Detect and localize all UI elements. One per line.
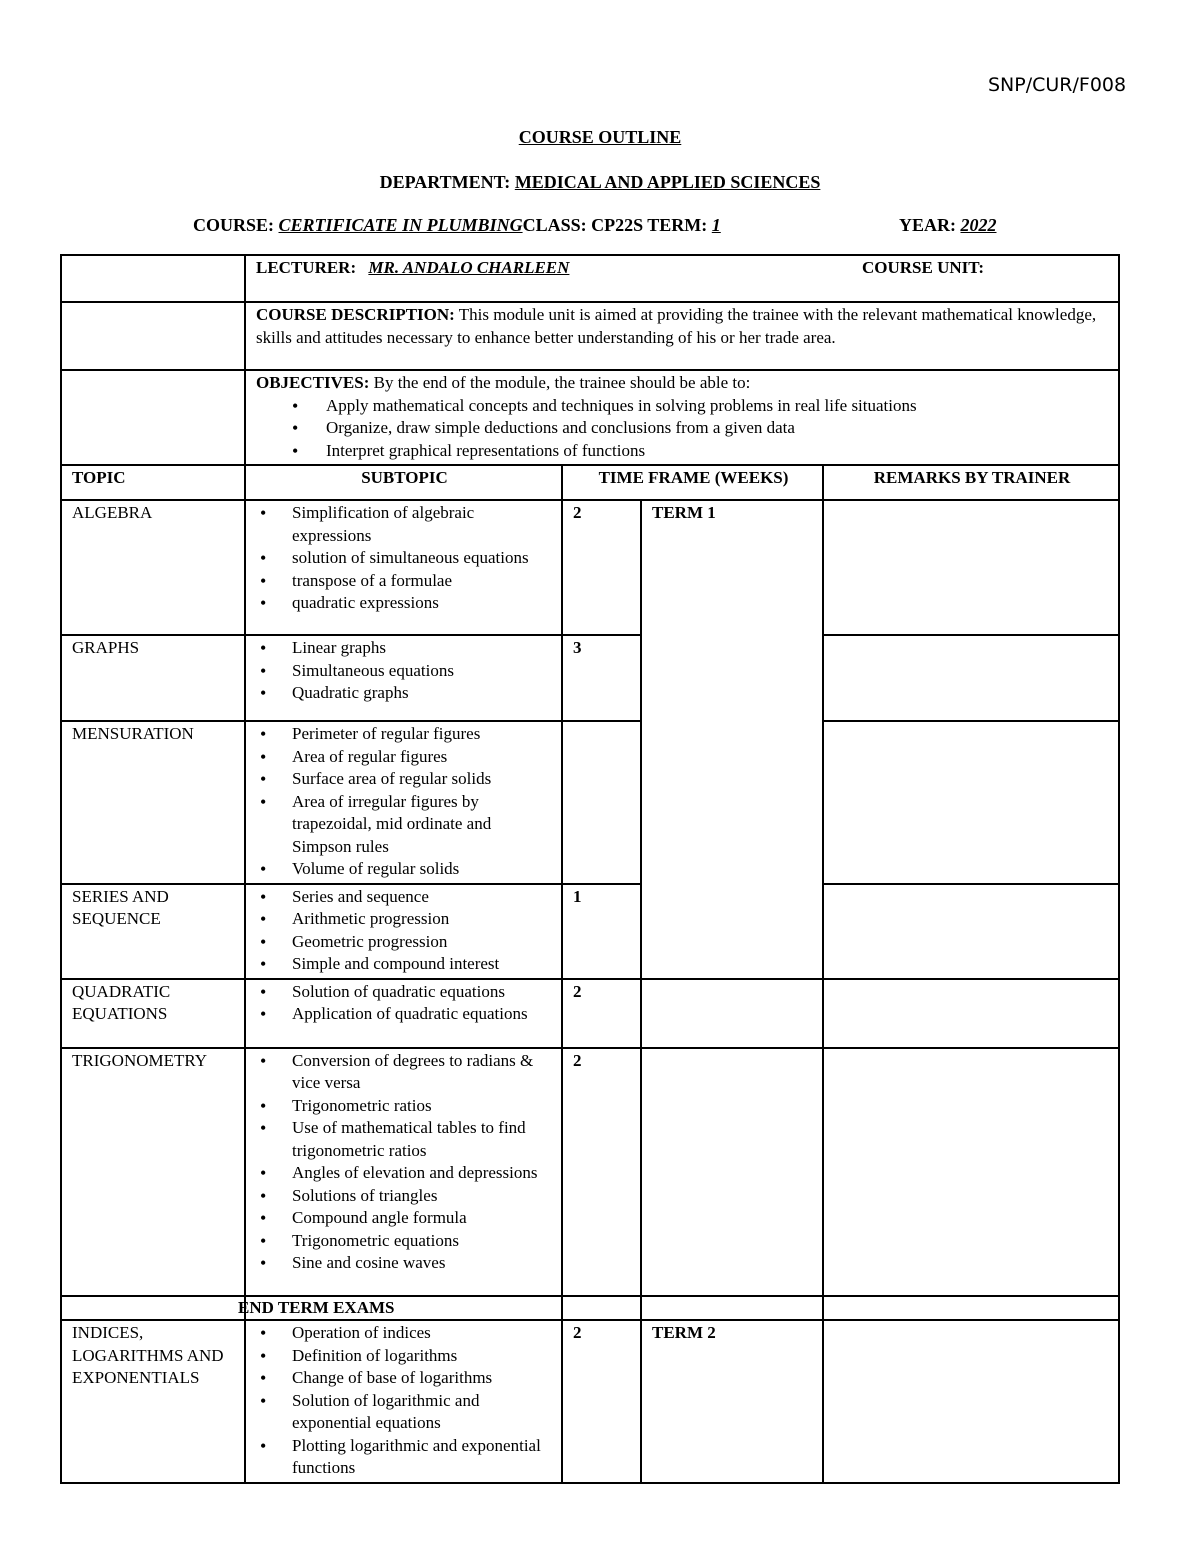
subtopic-list — [256, 1322, 553, 1480]
form-code: SNP/CUR/F008 — [988, 74, 1127, 96]
topic-cell: ALGEBRA — [61, 500, 245, 635]
remarks-cell — [823, 1320, 1119, 1483]
time-frame-cell — [641, 979, 823, 1048]
department-label: DEPARTMENT: — [379, 172, 511, 192]
subtopic-list — [256, 886, 553, 976]
list-item: • Operation of indices — [256, 1322, 553, 1345]
course-unit-label: COURSE UNIT: — [862, 258, 985, 277]
remarks-cell — [823, 721, 1119, 884]
col-time-frame: TIME FRAME (WEEKS) — [562, 465, 823, 500]
list-item: • Volume of regular solids — [256, 858, 553, 881]
weeks-cell: 2 — [562, 1320, 641, 1483]
remarks-cell — [823, 635, 1119, 721]
weeks-cell: 2 — [562, 1048, 641, 1296]
table-row — [61, 635, 1119, 721]
lecturer-name: MR. ANDALO CHARLEEN — [368, 258, 570, 277]
list-item: • Trigonometric equations — [256, 1230, 553, 1253]
department-line — [0, 172, 1200, 193]
weeks-cell: 2 — [562, 500, 641, 635]
page-title: COURSE OUTLINE — [518, 127, 682, 147]
course-value: CERTIFICATE IN PLUMBING — [278, 215, 523, 235]
table-row — [61, 500, 1119, 635]
remarks-cell — [823, 500, 1119, 635]
course-label: COURSE: — [193, 215, 275, 235]
remarks-cell — [823, 1048, 1119, 1296]
table-row — [61, 721, 1119, 884]
col-topic: TOPIC — [61, 465, 245, 500]
table-row — [61, 1320, 1119, 1483]
description-label: COURSE DESCRIPTION: — [256, 305, 455, 324]
lecturer-label: LECTURER: — [256, 258, 357, 277]
list-item: • Area of regular figures — [256, 746, 553, 769]
list-item: • Sine and cosine waves — [256, 1252, 553, 1275]
objectives-intro: By the end of the module, the trainee should be able to: — [373, 373, 751, 392]
list-item: • transpose of a formulae — [256, 570, 553, 593]
topic-cell: TRIGONOMETRY — [61, 1048, 245, 1296]
list-item: • Solution of logarithmic and exponential equations — [256, 1390, 553, 1435]
list-item: • Solution of quadratic equations — [256, 981, 553, 1004]
subtopic-list — [256, 637, 553, 705]
list-item: • quadratic expressions — [256, 592, 553, 615]
list-item: • Series and sequence — [256, 886, 553, 909]
end-term-label: END TERM EXAMS — [238, 1297, 395, 1317]
weeks-cell: 1 — [562, 884, 641, 979]
list-item: • Quadratic graphs — [256, 682, 553, 705]
weeks-cell — [562, 721, 641, 884]
list-item: • Simultaneous equations — [256, 660, 553, 683]
col-subtopic: SUBTOPIC — [245, 465, 562, 500]
term-value: 1 — [711, 215, 721, 235]
description-text: This module unit is aimed at providing the trainee with the relevant mathematical knowledge, skills and attitudes necessary to enhance better understanding of his or her trade area. — [256, 305, 1097, 347]
list-item: • Conversion of degrees to radians & vice versa — [256, 1050, 553, 1095]
list-item: • Use of mathematical tables to find trigonometric ratios — [256, 1117, 553, 1162]
objectives-row — [61, 370, 1119, 465]
objective-item: • Apply mathematical concepts and techniques in solving problems in real life situations — [256, 395, 1110, 418]
list-item: • Trigonometric ratios — [256, 1095, 553, 1118]
weeks-cell: 2 — [562, 979, 641, 1048]
year-line — [899, 215, 997, 236]
list-item: • Perimeter of regular figures — [256, 723, 553, 746]
column-headers — [61, 465, 1119, 500]
topic-cell: SERIES AND SEQUENCE — [61, 884, 245, 979]
term-2-cell: TERM 2 — [641, 1320, 823, 1483]
lecturer-row — [61, 255, 1119, 302]
description-row — [61, 302, 1119, 370]
list-item: • Area of irregular figures by trapezoidal, mid ordinate and Simpson rules — [256, 791, 553, 859]
table-row — [61, 979, 1119, 1048]
topic-cell: INDICES, LOGARITHMS AND EXPONENTIALS — [61, 1320, 245, 1483]
objective-item: • Interpret graphical representations of functions — [256, 440, 1110, 463]
topic-cell: GRAPHS — [61, 635, 245, 721]
list-item: • Angles of elevation and depressions — [256, 1162, 553, 1185]
course-line — [193, 215, 721, 236]
list-item: • Application of quadratic equations — [256, 1003, 553, 1026]
weeks-cell: 3 — [562, 635, 641, 721]
topic-cell: QUADRATIC EQUATIONS — [61, 979, 245, 1048]
list-item: • Geometric progression — [256, 931, 553, 954]
subtopic-list — [256, 502, 553, 615]
remarks-cell — [823, 884, 1119, 979]
objective-item: • Organize, draw simple deductions and conclusions from a given data — [256, 417, 1110, 440]
list-item: • Definition of logarithms — [256, 1345, 553, 1368]
objectives-list — [256, 395, 1110, 463]
list-item: • Simple and compound interest — [256, 953, 553, 976]
table-row — [61, 884, 1119, 979]
list-item: • Plotting logarithmic and exponential functions — [256, 1435, 553, 1480]
class-term-label: CLASS: CP22S TERM: — [522, 215, 708, 235]
time-frame-cell — [641, 1048, 823, 1296]
year-label: YEAR: — [899, 215, 956, 235]
year-value: 2022 — [960, 215, 997, 235]
term-1-cell: TERM 1 — [641, 500, 823, 979]
list-item: • Compound angle formula — [256, 1207, 553, 1230]
objectives-label: OBJECTIVES: — [256, 373, 370, 392]
list-item: • Simplification of algebraic expressions — [256, 502, 553, 547]
topic-cell: MENSURATION — [61, 721, 245, 884]
list-item: • Arithmetic progression — [256, 908, 553, 931]
list-item: • Surface area of regular solids — [256, 768, 553, 791]
list-item: • Change of base of logarithms — [256, 1367, 553, 1390]
table-row — [61, 1048, 1119, 1296]
department-value: MEDICAL AND APPLIED SCIENCES — [514, 172, 821, 192]
list-item: • Solutions of triangles — [256, 1185, 553, 1208]
end-term-row — [61, 1296, 1119, 1321]
list-item: • Linear graphs — [256, 637, 553, 660]
subtopic-list — [256, 981, 553, 1026]
subtopic-list — [256, 1050, 553, 1275]
course-outline-table — [60, 254, 1120, 1484]
col-remarks: REMARKS BY TRAINER — [823, 465, 1119, 500]
subtopic-list — [256, 723, 553, 881]
remarks-cell — [823, 979, 1119, 1048]
list-item: • solution of simultaneous equations — [256, 547, 553, 570]
